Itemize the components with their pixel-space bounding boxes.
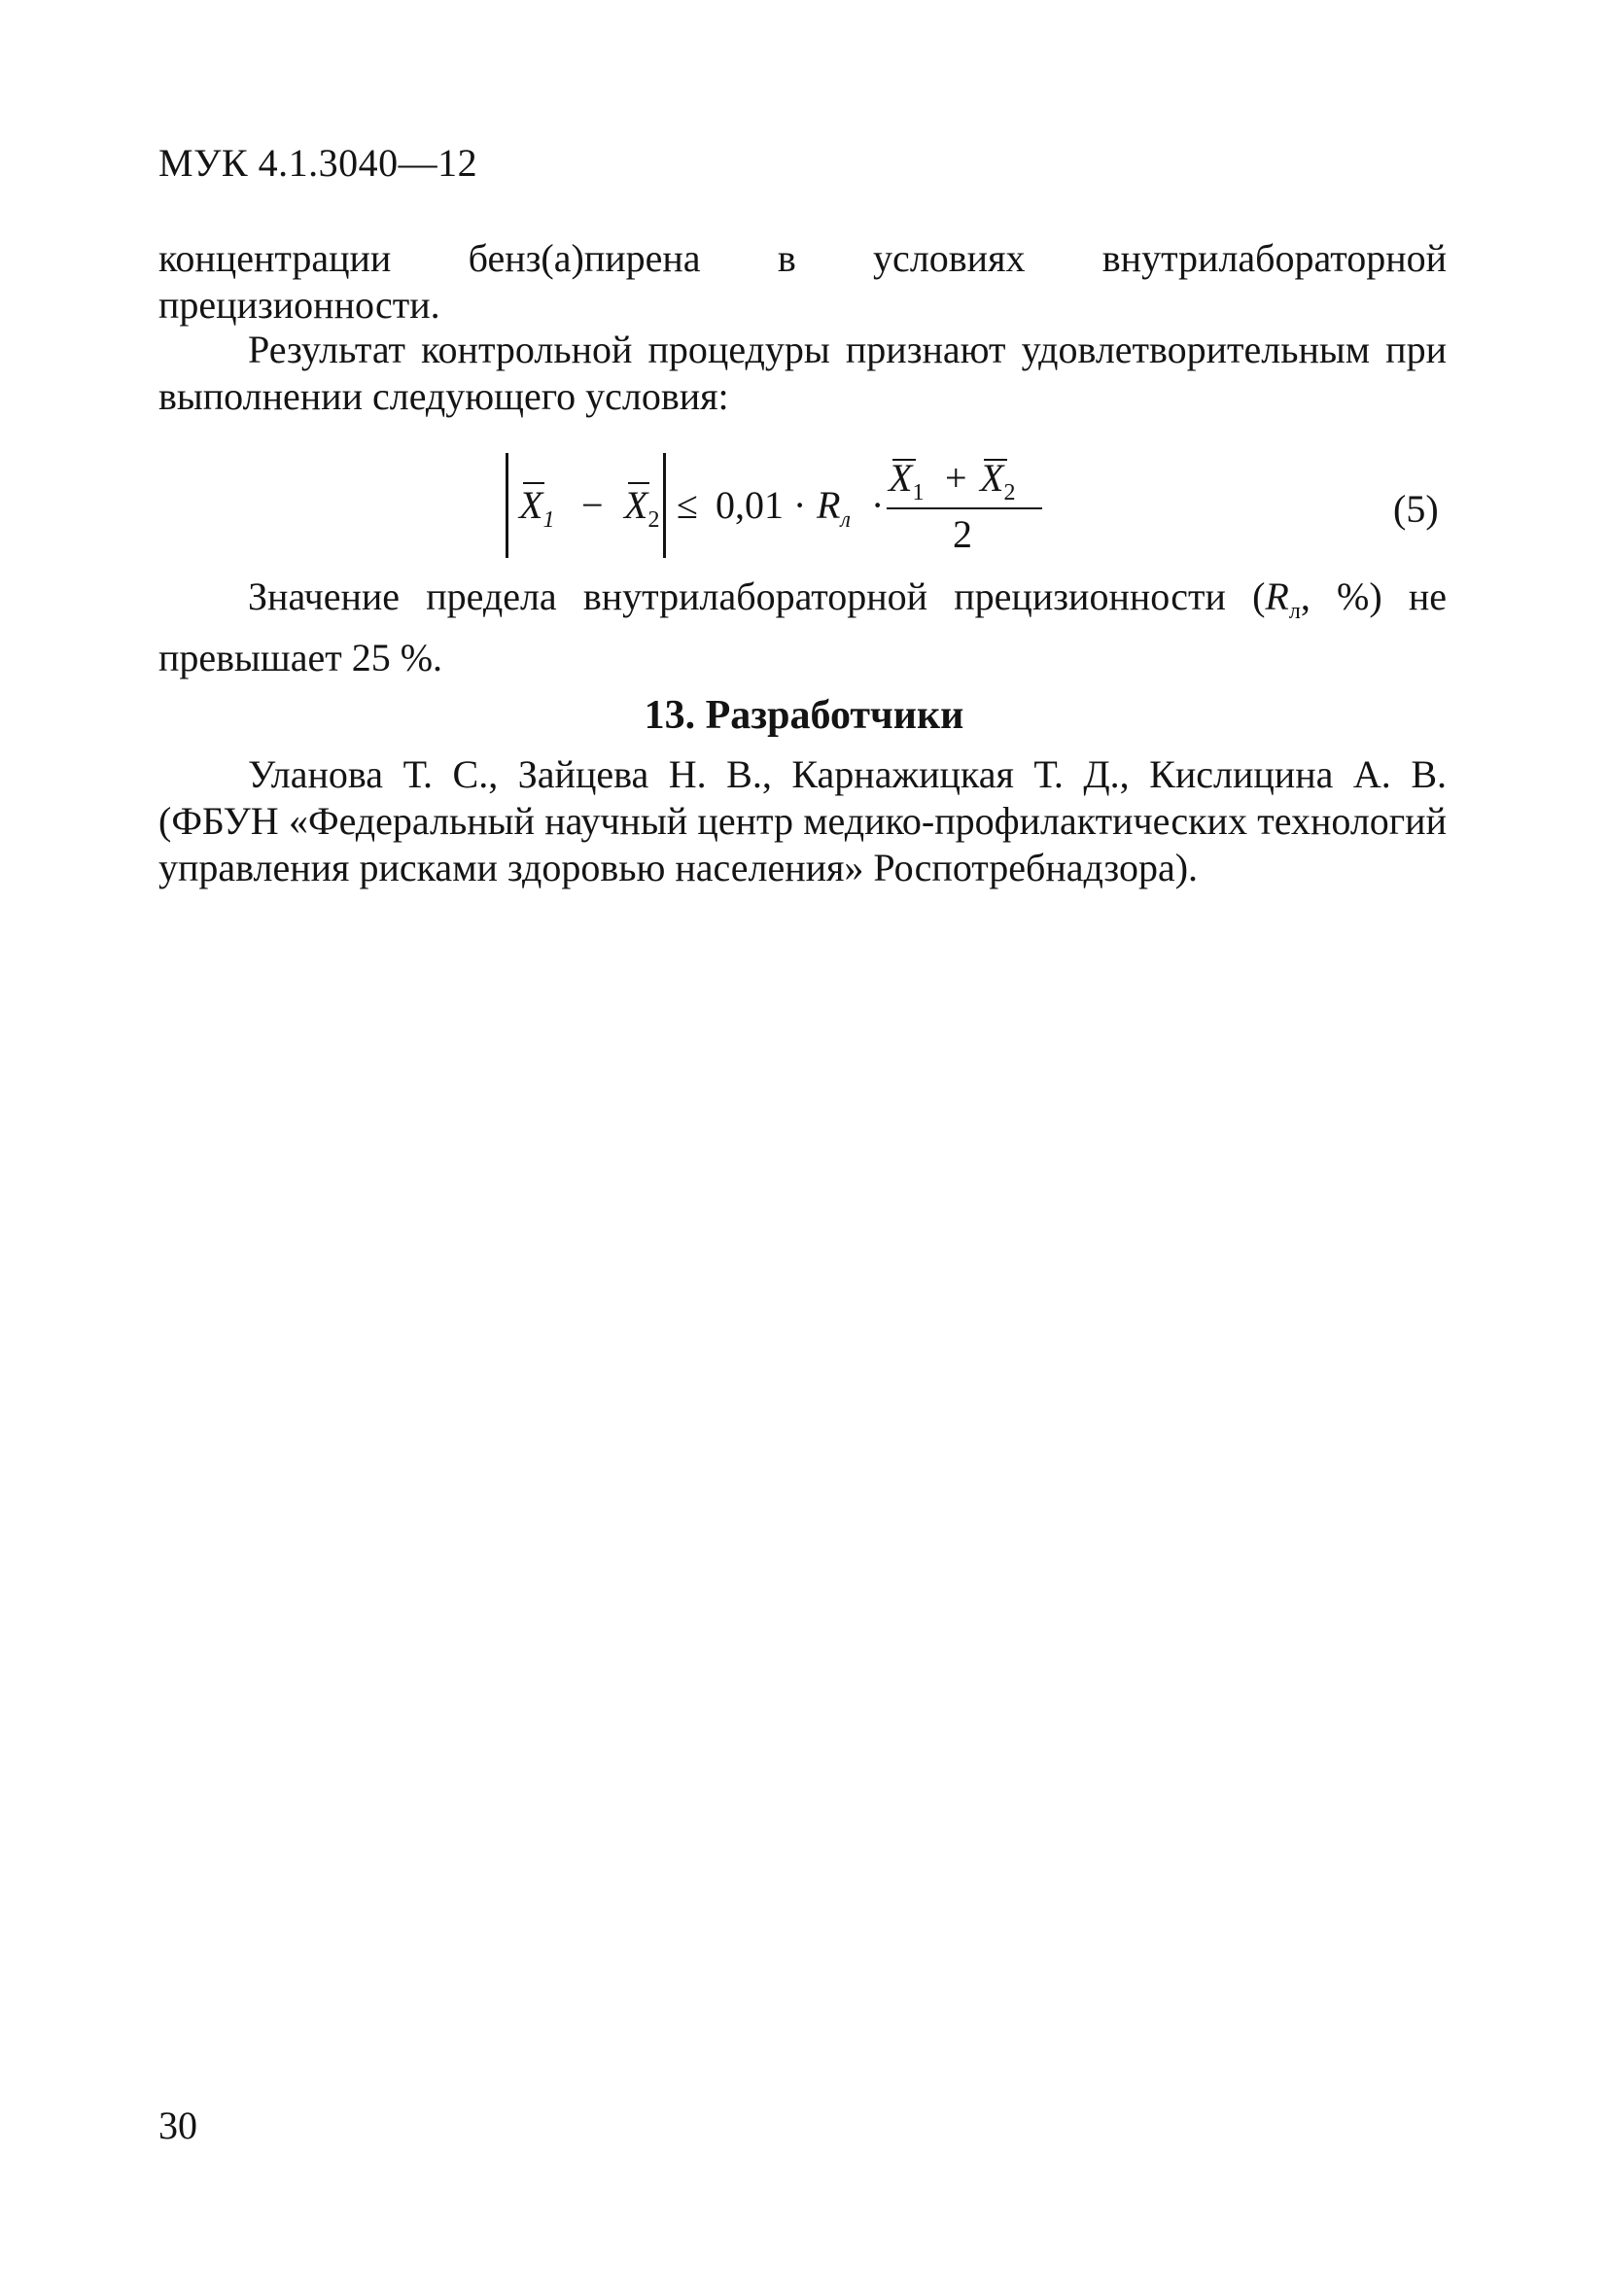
x-symbol: X <box>519 483 543 527</box>
abs-bar-left <box>506 453 508 558</box>
p3-text-before: Значение предела внутрилабораторной прецизионности ( <box>248 574 1266 618</box>
dot-operator: · <box>871 483 885 527</box>
equation-number: (5) <box>1393 487 1439 531</box>
formula-5 <box>496 453 1040 560</box>
subscript-1: 1 <box>542 507 555 533</box>
abs-bar-right <box>663 453 666 558</box>
r-symbol: R <box>1265 574 1289 618</box>
paragraph-control-procedure: Результат контрольной процедуры признают удовлетворительным при выполнении следующего условия: <box>158 328 1447 418</box>
section-title: 13. Разработчики <box>644 693 964 738</box>
fraction-line <box>887 507 1042 509</box>
page-number: 30 <box>158 2104 197 2147</box>
coefficient: 0,01 <box>716 483 784 527</box>
dot-operator: · <box>793 483 807 527</box>
paragraph-developers: Уланова Т. С., Зайцева Н. В., Карнажицкая Т. Д., Кислицина А. В. (ФБУН «Федеральный научный центр медико-профилактических технологий управления рисками здоровью населения» Роспотребнадзора). <box>158 752 1447 889</box>
p3-text-after: , %) не превышает 25 %. <box>158 574 1447 679</box>
subscript-2: 2 <box>647 507 660 533</box>
x-symbol: X <box>624 483 648 527</box>
x-symbol: X <box>889 456 913 500</box>
paragraph-continuation: концентрации бенз(а)пирена в условиях внутрилабораторной прецизионности. <box>158 236 1447 327</box>
r-subscript: л <box>1288 599 1301 624</box>
plus-sign: + <box>945 456 967 500</box>
document-code: МУК 4.1.3040—12 <box>158 141 478 185</box>
paragraph-precision-limit <box>158 574 1447 681</box>
r-symbol: R <box>817 483 841 527</box>
x-symbol: X <box>980 456 1004 500</box>
minus-sign: − <box>581 483 604 527</box>
leq-sign: ≤ <box>677 483 698 527</box>
subscript-1: 1 <box>912 480 925 505</box>
r-subscript: л <box>840 507 851 533</box>
subscript-2: 2 <box>1003 480 1016 505</box>
denominator: 2 <box>953 512 972 556</box>
